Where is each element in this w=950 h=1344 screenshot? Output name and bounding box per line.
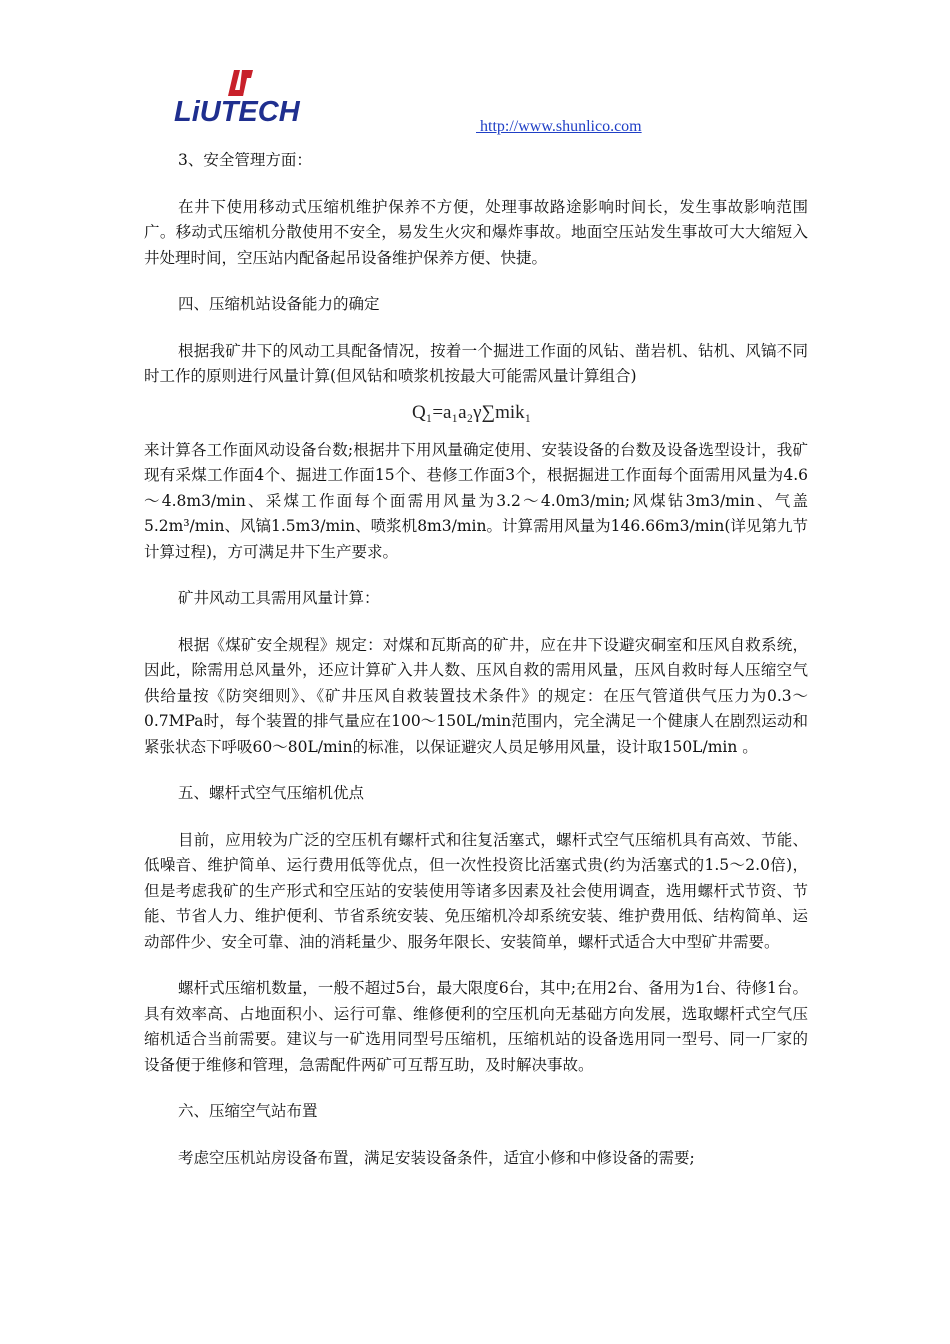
section-heading-safety: 3、安全管理方面： [178, 151, 312, 169]
document-body [144, 148, 808, 1171]
paragraph: 矿井风动工具需用风量计算： [178, 589, 380, 607]
section-heading-capacity: 四、压缩机站设备能力的确定 [178, 295, 380, 313]
formula [144, 390, 808, 438]
paragraph: 根据《煤矿安全规程》规定：对煤和瓦斯高的矿井，应在井下设避灾硐室和压风自救系统，因此，除需用总风量外，还应计算矿入井人数、压风自救的需用风量，压风自救时每人压缩空气供给量按《防突细则》、《矿井压风自救装置技术条件》的规定：在压气管道供气压力为0.3～0.7MPa时，每个装置的排气量应在100～150L/min范围内，完全满足一个健康人在剧烈运动和紧张状态下呼吸60～80L/min的标准，以保证避灾人员足够用风量，设计取150L/min 。 [144, 635, 808, 756]
paragraph: 来计算各工作面风动设备台数;根据井下用风量确定使用、安装设备的台数及设备选型设计，我矿现有采煤工作面4个、掘进工作面15个、巷修工作面3个，根据掘进工作面每个面需用风量为4.6～4.8m3/min、采煤工作面每个面需用风量为3.2～4.0m3/min;风煤钻3m3/min、气盖5.2m³/min、风镐1.5m3/min、喷浆机8m3/min。计算需用风量为146.66m3/min(详见第九节计算过程)，方可满足井下生产要求。 [144, 440, 808, 561]
logo-wordmark: LiUTECH [174, 96, 300, 128]
paragraph: 考虑空压机站房设备布置，满足安装设备条件，适宜小修和中修设备的需要; [178, 1148, 695, 1167]
logo-mark-icon [226, 70, 254, 96]
section-heading-layout: 六、压缩空气站布置 [178, 1102, 318, 1120]
paragraph: 根据我矿井下的风动工具配备情况，按着一个掘进工作面的风钻、凿岩机、钻机、风镐不同时工作的原则进行风量计算(但风钻和喷浆机按最大可能需风量计算组合) [144, 341, 808, 385]
company-logo [174, 70, 304, 128]
formula-text: Q₁=a₁a₂γ∑mik₁ [412, 401, 532, 423]
paragraph: 目前，应用较为广泛的空压机有螺杆式和往复活塞式，螺杆式空气压缩机具有高效、节能、低噪音、维护简单、运行费用低等优点，但一次性投资比活塞式贵(约为活塞式的1.5～2.0倍)，但是考虑我矿的生产形式和空压站的安装使用等诸多因素及社会使用调查，选用螺杆式节资、节能、节省人力、维护便利、节省系统安装、免压缩机冷却系统安装、维护费用低、结构简单、运动部件少、安全可靠、油的消耗量少、服务年限长、安装简单，螺杆式适合大中型矿井需要。 [144, 830, 808, 951]
website-link[interactable]: http://www.shunlico.com [476, 118, 642, 135]
paragraph: 在井下使用移动式压缩机维护保养不方便，处理事故路途影响时间长，发生事故影响范围广。移动式压缩机分散使用不安全，易发生火灾和爆炸事故。地面空压站发生事故可大大缩短入井处理时间，空压站内配备起吊设备维护保养方便、快捷。 [144, 197, 808, 267]
section-heading-screw-compressor: 五、螺杆式空气压缩机优点 [178, 784, 365, 802]
paragraph: 螺杆式压缩机数量，一般不超过5台，最大限度6台，其中;在用2台、备用为1台、待修1台。具有效率高、占地面积小、运行可靠、维修便利的空压机向无基础方向发展，选取螺杆式空气压缩机适合当前需要。建议与一矿选用同型号压缩机，压缩机站的设备选用同一型号、同一厂家的设备便于维修和管理，急需配件两矿可互帮互助，及时解决事故。 [144, 979, 808, 1074]
